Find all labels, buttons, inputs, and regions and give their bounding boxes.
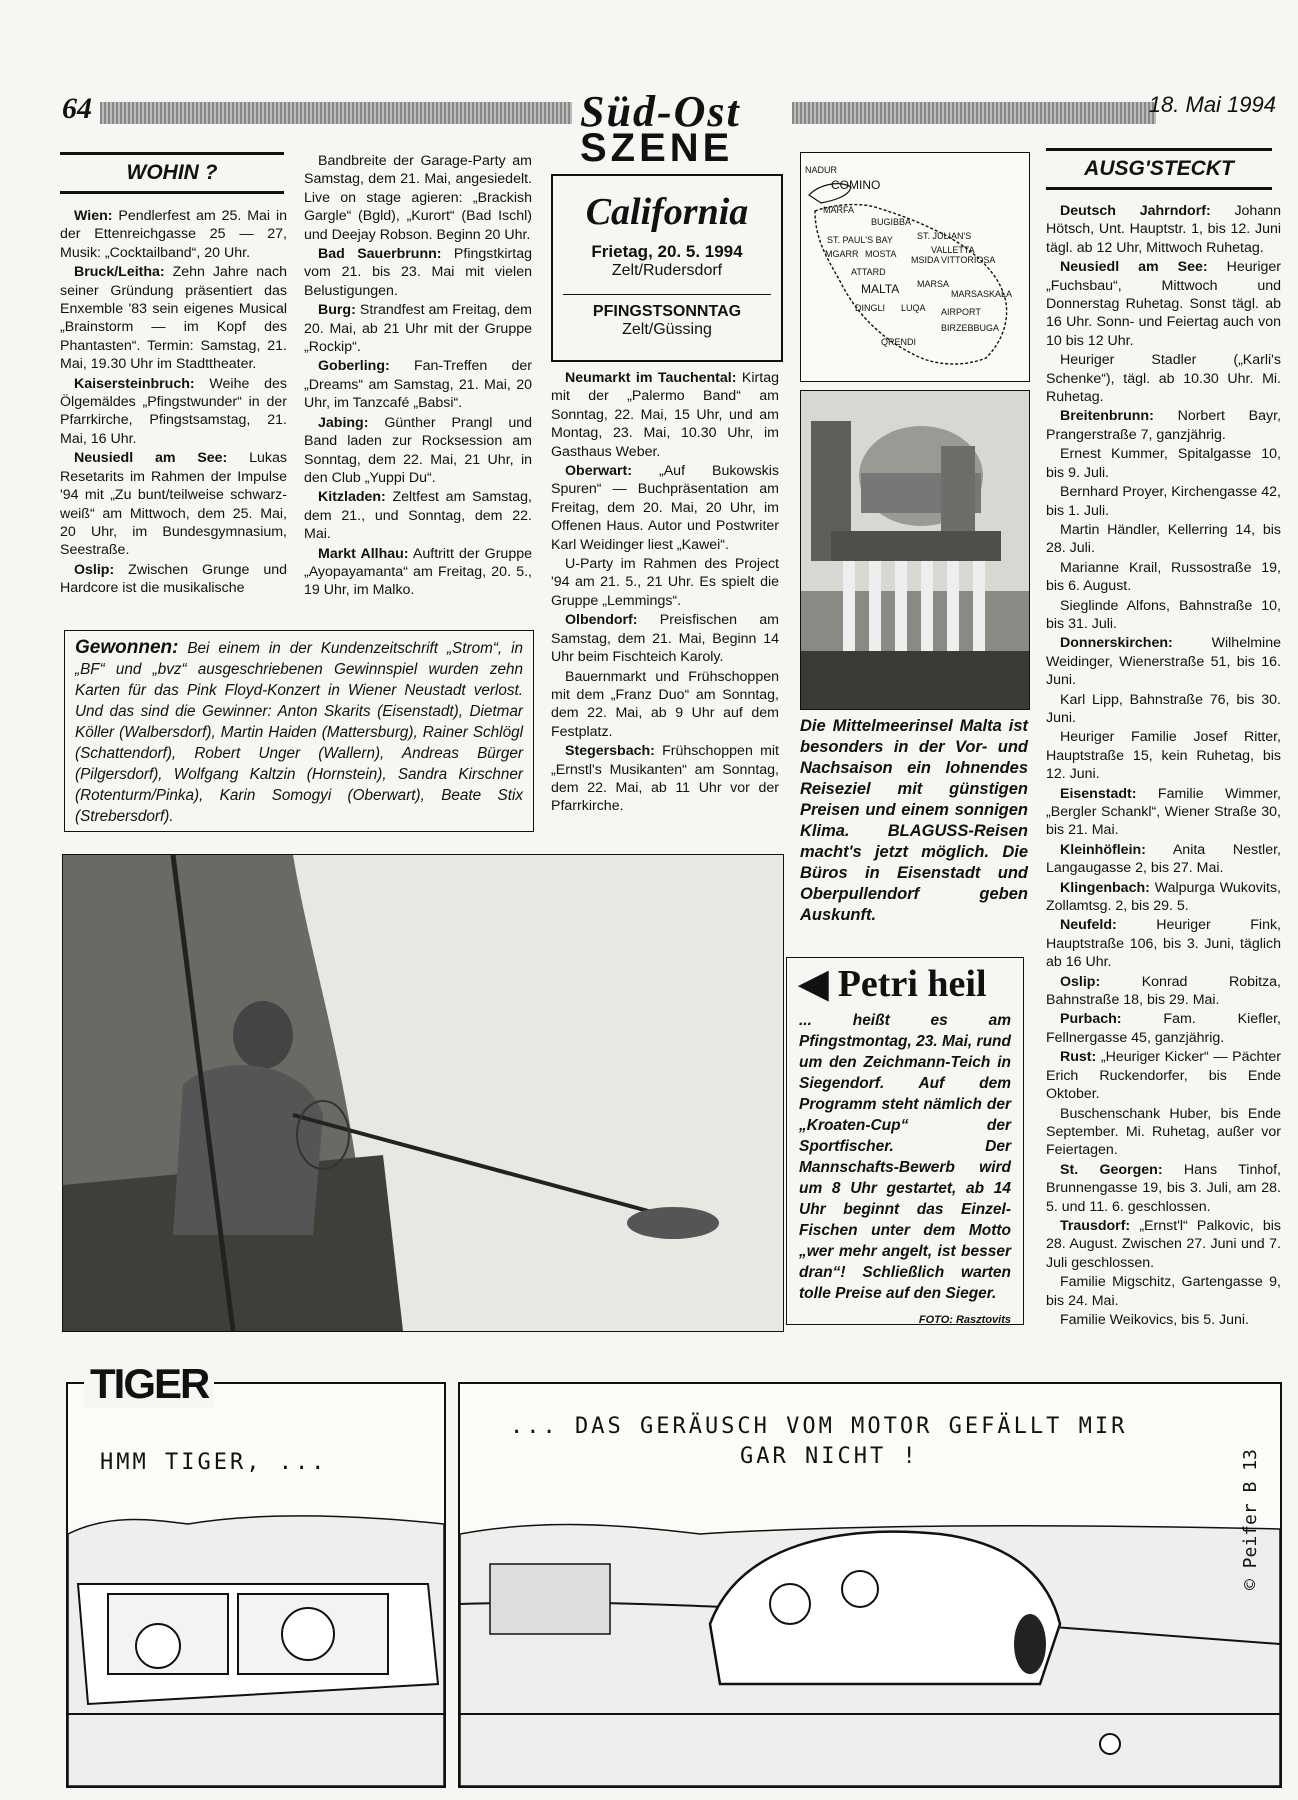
- gewonnen-lead: Gewonnen:: [75, 637, 179, 658]
- listing-text: Zehn Jahre nach seiner Gründung präsentiert das Enxemble '83 sein eigenes Musical „Brainstorm — im Kopf des Phantasten“. Termin: Samstag, 21. Mai, 19.30 Uhr im Stadttheater.: [60, 264, 287, 373]
- listing-text: Konrad Robitza, Bahnstraße 18, bis 29. Mai.: [1046, 973, 1281, 1009]
- map-label: BIRZEBBUGA: [941, 323, 1000, 333]
- listing-place: Kaisersteinbruch:: [74, 375, 195, 392]
- comic-panel-1-art: [68, 1384, 444, 1786]
- listing-place: Olbendorf:: [565, 612, 638, 629]
- listing-text: Familie Migschitz, Gartengasse 9, bis 24. Mai.: [1046, 1274, 1281, 1309]
- petri-heil-body: [799, 1010, 1011, 1326]
- wohin-column-1: [60, 207, 287, 599]
- petri-heil-text: ... heißt es am Pfingstmontag, 23. Mai, rund um den Zeichmann-Teich in Siegendorf. Auf dem Programm steht nämlich der „Kroaten-Cup“ der Sportfischer. Der Mannschafts-Bewerb wird um 8 Uhr gestartet, ab 14 Uhr beginnt das Einzel-Fischen unter dem Motto „wer mehr angelt, ist besser dran“! Schließlich warten tolle Preise auf den Sieger.: [799, 1012, 1011, 1302]
- listing-entry: [1046, 351, 1281, 406]
- map-label: NADUR: [805, 165, 838, 175]
- listing-entry: [1046, 1217, 1281, 1272]
- map-label: QRENDI: [881, 337, 917, 347]
- malta-map: [800, 152, 1030, 382]
- malta-map-graphic: [801, 153, 1029, 381]
- listing-text: Preisfischen am Samstag, dem 21. Mai, Beginn 14 Uhr beim Fischteich Karoly.: [551, 612, 779, 666]
- listing-entry: [304, 488, 532, 543]
- listing-entry: [1046, 597, 1281, 634]
- listing-place: Bruck/Leitha:: [74, 264, 165, 281]
- listing-entry: [60, 263, 287, 373]
- malta-church-image: [801, 391, 1029, 709]
- listing-entry: [1046, 728, 1281, 783]
- listing-place: Eisenstadt:: [1060, 785, 1137, 802]
- listing-text: Hans Tinhof, Brunnengasse 19, bis 3. Juli, am 28. 5. und 11. 6. geschlossen.: [1046, 1161, 1281, 1215]
- listing-entry: [551, 369, 779, 461]
- listing-text: Strandfest am Freitag, dem 20. Mai, ab 21 Uhr mit der Gruppe „Rockip“.: [304, 302, 532, 356]
- listing-entry: [1046, 407, 1281, 444]
- listing-entry: [1046, 483, 1281, 520]
- map-label: MARFA: [823, 205, 855, 215]
- listing-text: Bandbreite der Garage-Party am Samstag, dem 21. Mai, angesiedelt. Live on stage agieren: „Brackish Gargle“ (Bgld), „Kurort“ (Bad Ischl) und Deejay Robson. Beginn 20 Uhr.: [304, 153, 532, 243]
- ausgsteckt-heading-text: AUSG'STECKT: [1074, 157, 1244, 181]
- gewonnen-text: Bei einem in der Kundenzeitschrift „Strom“, in „BF“ und „bvz“ ausgeschriebenen Gewinnspiel wurden zehn Karten für das Pink Floyd-Konzert in Wiener Neustadt verlost. Und das sind die Gewinner: Anton Skarits (Eisenstadt), Dietmar Köller (Walbersdorf), Martin Haiden (Mattersburg), Rainer Schlögl (Schattendorf), Robert Unger (Wallern), Andreas Bürger (Pilgersdorf), Wolfgang Kaltzin (Hornstein), Sandra Kirschner (Rotenturm/Pinka), Karin Somogyi (Oberwart), Beate Stix (Strebersdorf).: [75, 640, 523, 825]
- listing-place: Goberling:: [318, 358, 390, 375]
- listing-entry: [1046, 1105, 1281, 1160]
- listing-text: Familie Wimmer, „Bergler Schankl“, Wiener Straße 30, bis 21. Mai.: [1046, 785, 1281, 839]
- masthead-line1: Süd-Ost: [580, 87, 741, 136]
- listing-entry: [551, 668, 779, 742]
- listing-entry: [304, 245, 532, 300]
- listing-place: Jabing:: [318, 414, 369, 431]
- listing-text: Fam. Kiefler, Fellnergasse 45, ganzjährig.: [1046, 1011, 1281, 1046]
- listing-place: Oslip:: [1060, 973, 1101, 990]
- listing-entry: [1046, 785, 1281, 840]
- map-label: MALTA: [861, 282, 900, 296]
- map-label: ATTARD: [851, 267, 886, 277]
- listing-text: Heuriger Familie Josef Ritter, Hauptstraße 15, kein Ruhetag, bis 12. Juni.: [1046, 729, 1281, 783]
- ausgsteckt-column: [1046, 202, 1281, 1330]
- comic-panel-2-text-line1: ... DAS GERÄUSCH VOM MOTOR GEFÄLLT MIR: [510, 1414, 1128, 1439]
- header-rule-right: [792, 102, 1156, 124]
- map-label: VITTORIOSA: [941, 255, 996, 265]
- map-label: MGARR: [825, 249, 859, 259]
- listing-text: Heuriger Stadler („Karli's Schenke“), tägl. ab 10.30 Uhr. Mi. Ruhetag.: [1046, 352, 1281, 406]
- masthead-line2: SZENE: [580, 126, 734, 170]
- listing-entry: [551, 462, 779, 554]
- comic-panel-1-text: HMM TIGER, ...: [100, 1450, 328, 1475]
- listing-text: Pendlerfest am 25. Mai in der Ettenreichgasse 25 — 27, Musik: „Cocktailband“, 20 Uhr.: [60, 208, 287, 261]
- map-label: ST. PAUL'S BAY: [827, 235, 893, 245]
- map-label: ST. JULIAN'S: [917, 231, 972, 241]
- listing-text: Weihe des Ölgemäldes „Pfingstwunder“ in der Pfarrkirche, Pfingstsamstag, 21. Mai, 16 Uhr.: [60, 375, 287, 447]
- ausgsteckt-heading: [1046, 148, 1272, 190]
- listing-place: Rust:: [1060, 1049, 1097, 1066]
- map-label: DINGLI: [855, 303, 886, 313]
- california-date: Frietag, 20. 5. 1994: [591, 242, 743, 261]
- listing-entry: [1046, 521, 1281, 558]
- comic-panel-1: [66, 1382, 446, 1788]
- header-rule-left: [100, 102, 572, 124]
- fisherman-image: [63, 855, 783, 1331]
- listing-text: Wilhelmine Weidinger, Wienerstraße 51, bis 16. Juni.: [1046, 635, 1281, 689]
- wohin-column-2: [304, 152, 532, 601]
- listing-place: Neusiedl am See:: [1060, 259, 1208, 276]
- listing-place: Donnerskirchen:: [1060, 635, 1173, 652]
- listing-text: Martin Händler, Kellerring 14, bis 28. Juli.: [1046, 521, 1281, 557]
- listing-text: Ernest Kummer, Spitalgasse 10, bis 9. Juli.: [1046, 446, 1281, 481]
- california-ad: [551, 174, 783, 362]
- map-label: MARSA: [917, 279, 950, 289]
- listing-text: Günther Prangl und Band laden zur Rocksession am Sonntag, dem 22. Mai, 21 Uhr, in den Club „Yuppi Du“.: [304, 414, 532, 486]
- listing-entry: [1046, 634, 1281, 689]
- listing-text: Frühschoppen mit „Ernstl's Musikanten“ am Sonntag, dem 22. Mai, ab 11 Uhr vor der Pfarrkirche.: [551, 743, 779, 815]
- map-label: LUQA: [901, 303, 926, 313]
- listing-text: Kirtag mit der „Palermo Band“ am Sonntag, 22. Mai, 15 Uhr, und am Montag, 23. Mai, 10.30 Uhr, im Gasthaus Weber.: [551, 370, 779, 460]
- california-date2: PFINGSTSONNTAG: [563, 294, 771, 321]
- wohin-heading-text: WOHIN ?: [117, 161, 228, 185]
- listing-entry: [1046, 559, 1281, 596]
- listing-place: Neumarkt im Tauchental:: [565, 370, 737, 386]
- map-label: MARSASKALA: [951, 289, 1013, 299]
- listing-text: „Heuriger Kicker“ — Pächter Erich Ruckendorfer, bis Ende Oktober.: [1046, 1049, 1281, 1103]
- listing-text: Sieglinde Alfons, Bahnstraße 10, bis 31. Juli.: [1046, 597, 1281, 632]
- listing-place: Klingenbach:: [1060, 879, 1150, 896]
- listing-text: Marianne Krail, Russostraße 19, bis 6. August.: [1046, 559, 1281, 595]
- listing-text: Auftritt der Gruppe „Ayopayamanta“ am Freitag, 20. 5., 19 Uhr, im Malko.: [304, 545, 532, 599]
- listing-place: Breitenbrunn:: [1060, 408, 1154, 425]
- listing-entry: [304, 414, 532, 488]
- listing-place: Kleinhöflein:: [1060, 841, 1146, 858]
- listing-entry: [304, 152, 532, 244]
- map-label: COMINO: [831, 178, 881, 192]
- comic-panel-2-text-line2: GAR NICHT !: [740, 1444, 919, 1469]
- photo-credit: FOTO: Rasztovits: [918, 1314, 1011, 1326]
- issue-date: 18. Mai 1994: [1148, 92, 1276, 117]
- map-label: MOSTA: [865, 249, 897, 259]
- listing-entry: [551, 611, 779, 666]
- listing-entry: [1046, 1273, 1281, 1310]
- comic-signature: © Peifer B 13: [1240, 1449, 1261, 1590]
- listing-place: Oslip:: [74, 561, 115, 578]
- listing-text: „Auf Bukowskis Spuren“ — Buchpräsentation am Freitag, dem 20. Mai, 20 Uhr, im Offenen Haus. Autor und Postwriter Karl Weidinger liest „Kawei“.: [551, 463, 779, 553]
- listing-text: Bauernmarkt und Frühschoppen mit dem „Franz Duo“ am Sonntag, dem 22. Mai, ab 9 Uhr auf dem Festplatz.: [551, 668, 779, 740]
- listing-place: Purbach:: [1060, 1011, 1122, 1028]
- fishing-photo: [62, 854, 784, 1332]
- listing-entry: [1046, 691, 1281, 728]
- listing-place: Bad Sauerbrunn:: [318, 246, 442, 263]
- comic-title: TIGER: [84, 1360, 214, 1408]
- california-logo: California: [585, 191, 749, 233]
- california-venue2: Zelt/Güssing: [622, 321, 712, 338]
- listing-entry: [1046, 879, 1281, 916]
- listing-place: Neufeld:: [1060, 917, 1117, 934]
- listing-text: „Ernst'l“ Palkovic, bis 28. August. Zwischen 27. Juni und 7. Juli geschlossen.: [1046, 1217, 1281, 1271]
- listing-text: Johann Hötsch, Unt. Hauptstr. 1, bis 12. Juni tägl. ab 12 Uhr, Mittwoch Ruhetag.: [1046, 203, 1281, 256]
- petri-heil-title: ◀ Petri heil: [799, 963, 987, 1005]
- wohin-column-3: [551, 369, 779, 817]
- listing-text: Familie Weikovics, bis 5. Juni.: [1060, 1311, 1249, 1328]
- listing-entry: [1046, 1311, 1281, 1329]
- listing-place: Trausdorf:: [1060, 1217, 1131, 1234]
- listing-entry: [1046, 973, 1281, 1010]
- map-label: AIRPORT: [941, 307, 981, 317]
- listing-text: Zwischen Grunge und Hardcore ist die musikalische: [60, 561, 287, 597]
- listing-text: Fan-Treffen der „Dreams“ am Samstag, 21. Mai, 20 Uhr, im Tanzcafé „Babsi“.: [304, 358, 532, 412]
- listing-text: Heuriger „Fuchsbau“, Mittwoch und Donnerstag Ruhetag. Sonst tägl. ab 16 Uhr. Sonn- und Feiertag auch von 10 bis 12 Uhr.: [1046, 259, 1281, 349]
- listing-entry: [1046, 1010, 1281, 1047]
- listing-entry: [1046, 916, 1281, 971]
- listing-entry: [60, 375, 287, 449]
- listing-text: Heuriger Fink, Hauptstraße 106, bis 3. Juni, täglich ab 16 Uhr.: [1046, 917, 1281, 971]
- listing-place: Wien:: [74, 208, 113, 224]
- listing-text: Norbert Bayr, Prangerstraße 7, ganzjährig.: [1046, 408, 1281, 443]
- map-label: MSIDA: [911, 255, 940, 265]
- listing-entry: [304, 301, 532, 356]
- listing-place: Markt Allhau:: [318, 545, 409, 562]
- listing-place: St. Georgen:: [1060, 1161, 1163, 1178]
- map-label: VALLETTA: [931, 245, 975, 255]
- listing-entry: [60, 561, 287, 598]
- page-number: 64: [62, 92, 92, 125]
- listing-entry: [304, 545, 532, 600]
- listing-text: Zeltfest am Samstag, dem 21., und Sonntag, dem 22. Mai.: [304, 489, 532, 543]
- listing-text: Walpurga Wukovits, Zollamtsg. 2, bis 29. 5.: [1046, 879, 1281, 915]
- listing-entry: [551, 742, 779, 816]
- listing-text: Buschenschank Huber, bis Ende September. Mi. Ruhetag, außer vor Feiertagen.: [1046, 1105, 1281, 1159]
- listing-entry: [1046, 841, 1281, 878]
- petri-heil-box: [786, 957, 1024, 1325]
- listing-text: Pfingstkirtag vom 21. bis 23. Mai mit vielen Belustigungen.: [304, 246, 532, 299]
- comic-panel-2: [458, 1382, 1282, 1788]
- listing-entry: [1046, 1048, 1281, 1103]
- listing-text: Lukas Resetarits im Rahmen der Impulse '94 mit „Zu bunt/teilweise schwarz-weiß“ am Mittwoch, dem 25. Mai, 20 Uhr, im Bundesgymnasium, Seestraße.: [60, 450, 287, 559]
- wohin-heading: [60, 152, 284, 194]
- listing-place: Deutsch Jahrndorf:: [1060, 203, 1211, 219]
- listing-entry: [551, 555, 779, 610]
- listing-text: Karl Lipp, Bahnstraße 76, bis 30. Juni.: [1046, 691, 1281, 726]
- map-label: BUGIBBA: [871, 217, 912, 227]
- listing-entry: [1046, 1161, 1281, 1216]
- malta-photo: [800, 390, 1030, 710]
- listing-place: Kitzladen:: [318, 489, 386, 506]
- listing-text: Bernhard Proyer, Kirchengasse 42, bis 1. Juli.: [1046, 484, 1281, 519]
- listing-entry: [1046, 202, 1281, 257]
- listing-place: Stegersbach:: [565, 743, 655, 760]
- listing-entry: [304, 357, 532, 412]
- listing-place: Burg:: [318, 302, 356, 319]
- gewonnen-box: [64, 630, 534, 832]
- listing-place: Neusiedl am See:: [74, 450, 228, 467]
- listing-entry: [1046, 258, 1281, 350]
- listing-text: Anita Nestler, Langaugasse 2, bis 27. Mai.: [1046, 841, 1281, 877]
- california-venue1: Zelt/Rudersdorf: [611, 262, 723, 279]
- listing-entry: [60, 449, 287, 559]
- listing-place: Oberwart:: [565, 463, 633, 480]
- listing-entry: [1046, 445, 1281, 482]
- listing-entry: [60, 207, 287, 262]
- malta-caption: Die Mittelmeerinsel Malta ist besonders in der Vor- und Nachsaison ein lohnendes Reiseziel mit günstigen Preisen und einem sonnigen Klima. BLAGUSS-Reisen macht's jetzt möglich. Die Büros in Eisenstadt und Oberpullendorf geben Auskunft.: [800, 717, 1028, 924]
- listing-text: U-Party im Rahmen des Project '94 am 21. 5., 21 Uhr. Es spielt die Gruppe „Lemmings“.: [551, 556, 779, 609]
